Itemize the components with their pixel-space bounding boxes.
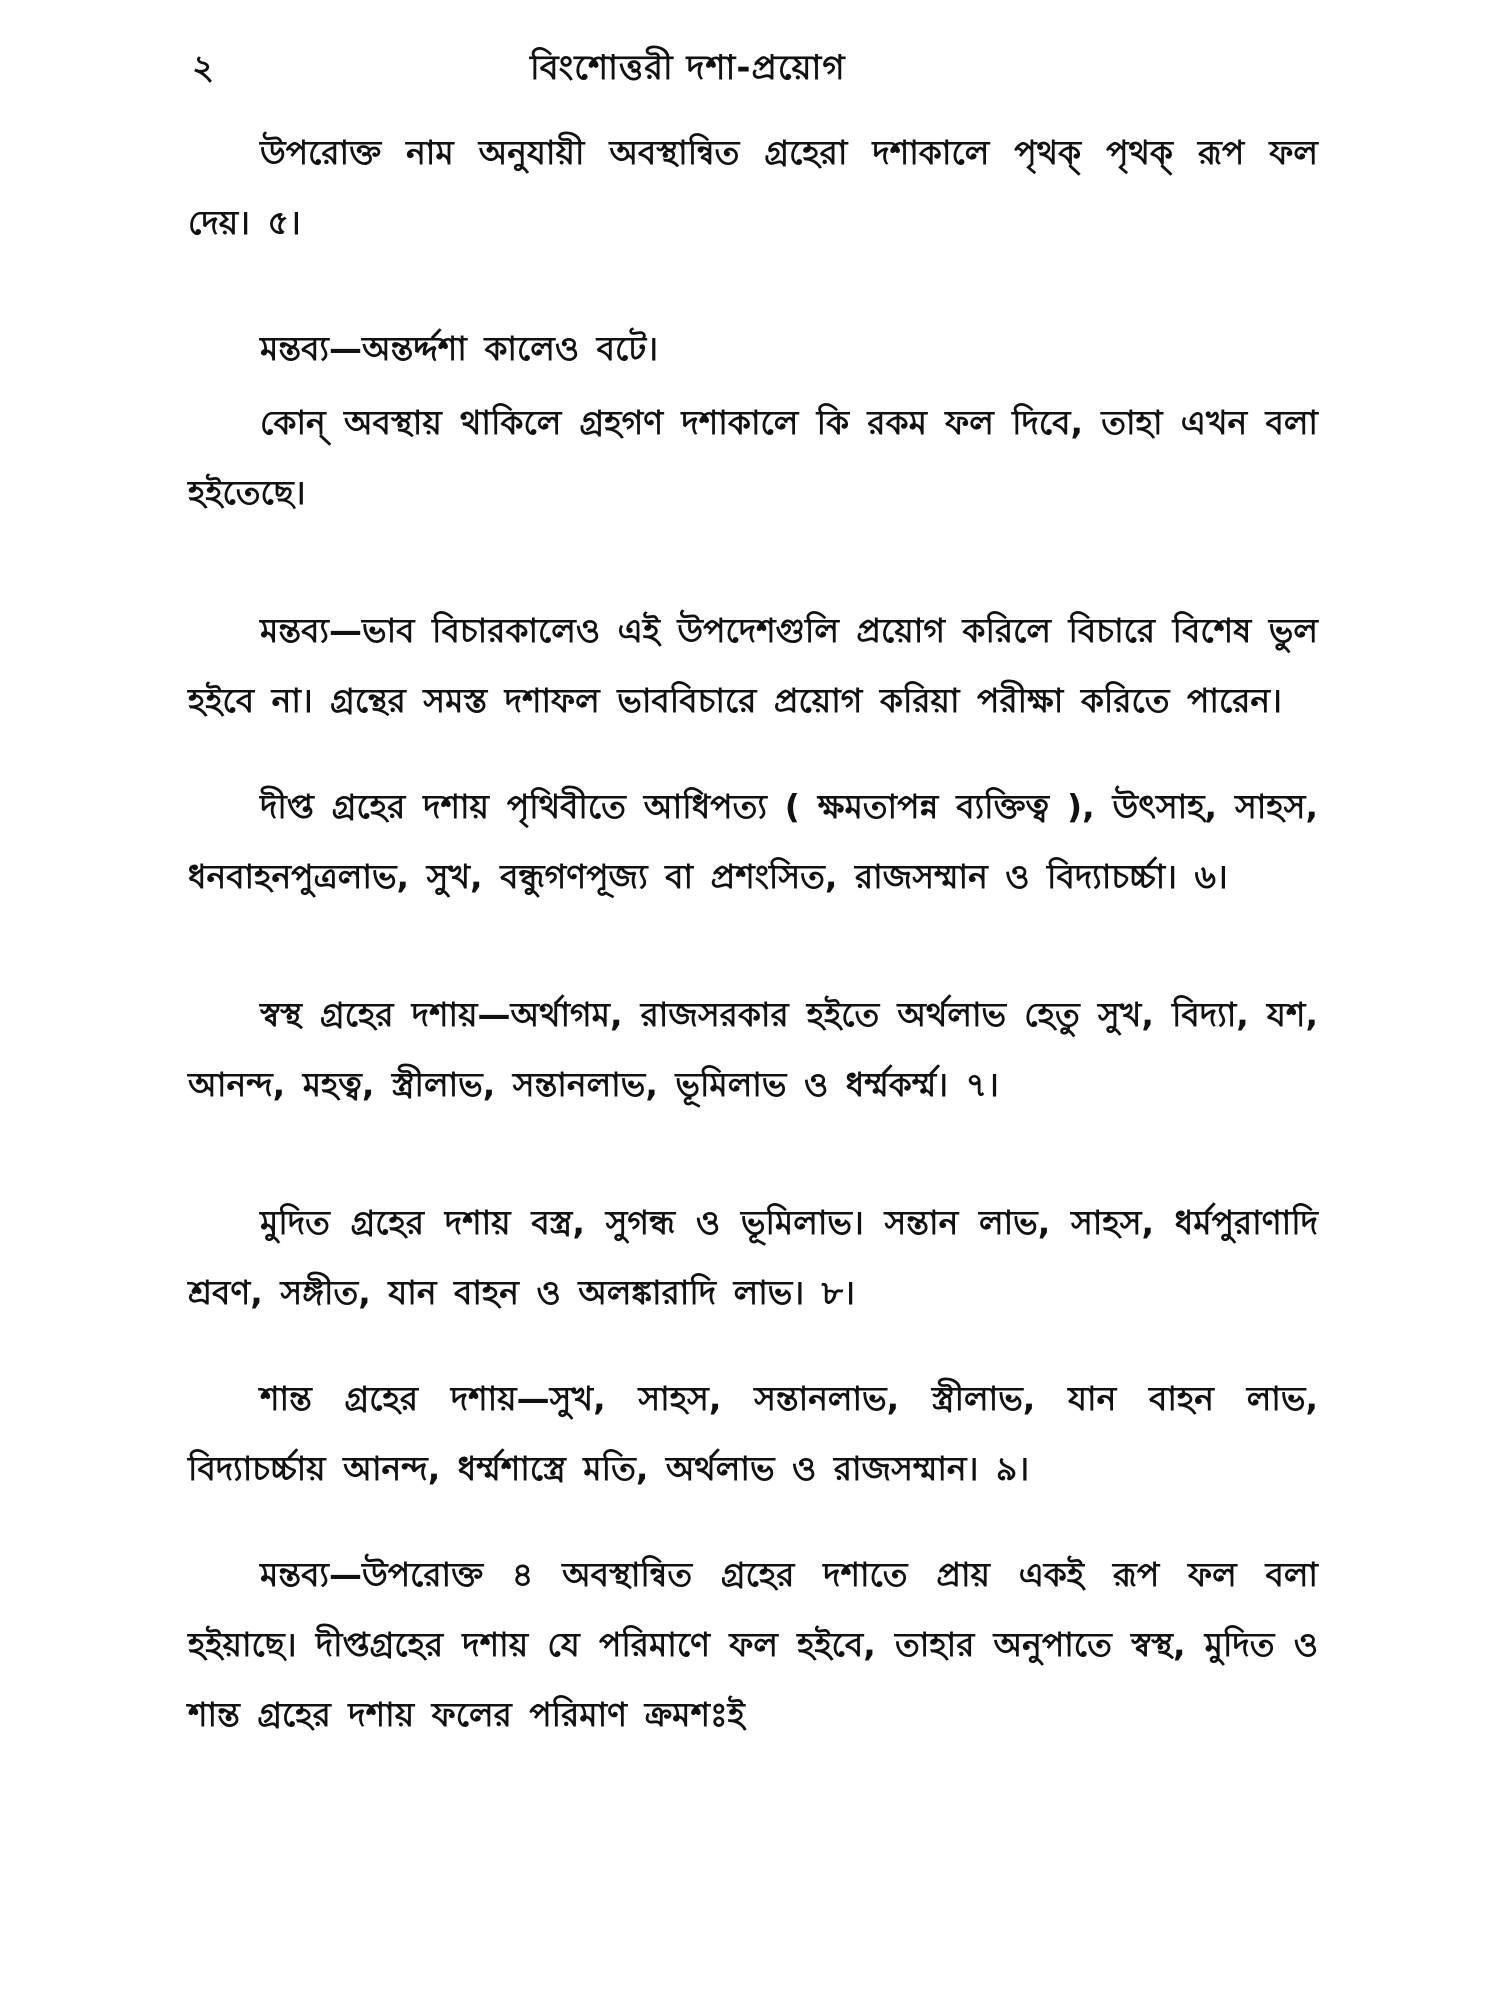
paragraph: দীপ্ত গ্রহের দশায় পৃথিবীতে আধিপত্য ( ক্ষমতাপন্ন ব্যক্তিত্ব ), উৎসাহ, সাহস, ধনবাহনপুত্রলাভ, সুখ, বন্ধুগণপূজ্য বা প্রশংসিত, রাজসম্মান ও বিদ্যাচর্চ্চা। ৬। (188, 787, 1318, 896)
page-number: ২ (192, 48, 215, 88)
paragraph: মন্তব্য—অন্তর্দ্দশা কালেও বটে। (260, 329, 659, 368)
paragraph: শান্ত গ্রহের দশায়—সুখ, সাহস, সন্তানলাভ, স্ত্রীলাভ, যান বাহন লাভ, বিদ্যাচর্চ্চায় আনন্দ, ধর্ম্মশাস্ত্রে মতি, অর্থলাভ ও রাজসম্মান। ৯। (188, 1379, 1318, 1488)
paragraph: উপরোক্ত নাম অনুযায়ী অবস্থান্বিত গ্রহেরা দশাকালে পৃথক্ পৃথক্ রূপ ফল দেয়। ৫। (188, 133, 1318, 242)
paragraph: মন্তব্য—উপরোক্ত ৪ অবস্থান্বিত গ্রহের দশাতে প্রায় একই রূপ ফল বলা হইয়াছে। দীপ্তগ্রহের দশায় যে পরিমাণে ফল হইবে, তাহার অনুপাতে স্বস্থ, মুদিত ও শান্ত গ্রহের দশায় ফলের পরিমাণ ক্রমশঃই (188, 1555, 1318, 1734)
paragraph: স্বস্থ গ্রহের দশায়—অর্থাগম, রাজসরকার হইতে অর্থলাভ হেতু সুখ, বিদ্যা, যশ, আনন্দ, মহত্ব, স্ত্রীলাভ, সন্তানলাভ, ভূমিলাভ ও ধর্ম্মকর্ম্ম। ৭। (188, 995, 1318, 1104)
page-body (188, 118, 1318, 1750)
running-title: বিংশোত্তরী দশা-প্রয়োগ (530, 48, 846, 88)
page-header (0, 38, 1500, 98)
paragraph: কোন্ অবস্থায় থাকিলে গ্রহগণ দশাকালে কি রকম ফল দিবে, তাহা এখন বলা হইতেছে। (188, 403, 1318, 512)
paragraph: মুদিত গ্রহের দশায় বস্ত্র, সুগন্ধ ও ভূমিলাভ। সন্তান লাভ, সাহস, ধর্মপুরাণাদি শ্রবণ, সঙ্গীত, যান বাহন ও অলঙ্কারাদি লাভ। ৮। (188, 1203, 1318, 1312)
paragraph: মন্তব্য—ভাব বিচারকালেও এই উপদেশগুলি প্রয়োগ করিলে বিচারে বিশেষ ভুল হইবে না। গ্রন্থের সমস্ত দশাফল ভাববিচারে প্রয়োগ করিয়া পরীক্ষা করিতে পারেন। (188, 611, 1318, 720)
